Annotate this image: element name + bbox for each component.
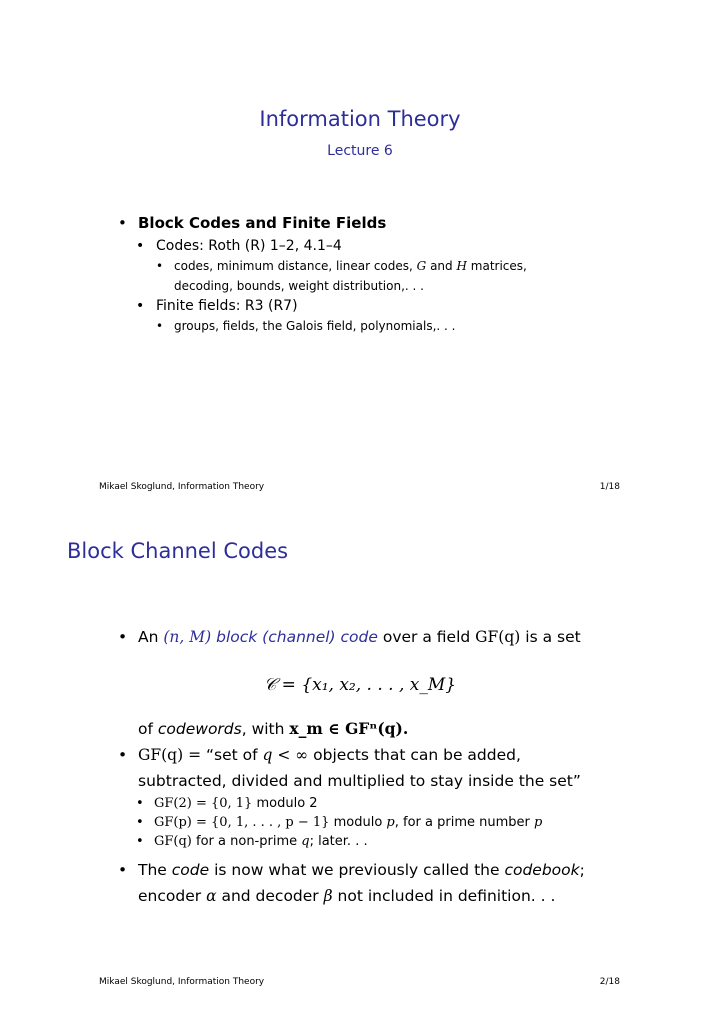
item-text: modulo (333, 815, 383, 830)
item-math: GF(q) = (138, 746, 202, 764)
item-math: (n, M) (163, 628, 212, 646)
footer-author: Mikael Skoglund, Information Theory (99, 482, 265, 492)
item-text: and (430, 259, 453, 273)
bullet-icon (136, 296, 144, 316)
bullet-icon (118, 624, 127, 650)
item-text: over a field (382, 628, 471, 646)
defined-term: codebook (504, 861, 580, 879)
item-text: ; later. . . (309, 834, 368, 849)
item-text: decoding, bounds, weight distribution,. . . (174, 279, 424, 293)
bullet-icon (156, 256, 163, 276)
item-text: of (138, 720, 153, 738)
bullet-icon (118, 857, 127, 883)
defined-term: block (channel) code (216, 628, 378, 646)
bullet-icon (156, 316, 163, 336)
bullet-icon (136, 813, 144, 832)
item-math: p (386, 815, 395, 830)
bullet-icon (136, 236, 144, 256)
item-math: GF(q) (475, 628, 521, 646)
item-math: q (301, 834, 310, 849)
item-text: An (138, 628, 159, 646)
item-text: is a set (525, 628, 581, 646)
slide-title: Block Channel Codes (67, 539, 289, 563)
list-item (136, 794, 638, 813)
list-item (156, 256, 614, 296)
bullet-icon (136, 832, 144, 851)
item-text: Codes: Roth (R) 1–2, 4.1–4 (156, 238, 342, 254)
item-text: The (138, 861, 167, 879)
item-math: GF(q) (154, 834, 192, 849)
item-text: groups, fields, the Galois field, polynomials,. . . (174, 319, 456, 333)
item-text: ; (579, 861, 585, 879)
item-text: , with (241, 720, 285, 738)
item-text: codes, minimum distance, linear codes, (174, 259, 413, 273)
continuation-line (118, 716, 638, 742)
item-math: G (416, 259, 427, 273)
item-text: encoder (138, 887, 202, 905)
item-text: subtracted, divided and multiplied to stay inside the set” (138, 772, 581, 790)
codebook-equation (0, 675, 720, 695)
item-text: “set of (206, 746, 258, 764)
defined-term: code (171, 861, 210, 879)
item-math: β (323, 887, 333, 905)
list-item (118, 624, 638, 650)
bullet-icon (118, 212, 127, 234)
slide-subtitle: Lecture 6 (327, 143, 393, 159)
list-item (136, 832, 638, 851)
item-math: GF(p) = {0, 1, . . . , p − 1} (154, 815, 330, 830)
equation-text: 𝒞 = {x₁, x₂, . . . , x_M} (263, 675, 457, 695)
slide-1 (0, 0, 720, 509)
item-math: x_m ∈ GFⁿ(q). (289, 719, 409, 738)
item-math: α (206, 887, 217, 905)
item-math: q < ∞ (262, 746, 309, 764)
footer-author: Mikael Skoglund, Information Theory (99, 977, 265, 987)
page-number: 1/18 (599, 482, 620, 492)
bullet-block-1 (118, 624, 638, 650)
slide-title: Information Theory (259, 107, 461, 131)
item-text: for a non-prime (196, 834, 298, 849)
item-math: GF(2) = {0, 1} (154, 796, 253, 811)
page-number: 2/18 (599, 977, 620, 987)
list-item (136, 813, 638, 832)
slide-2 (0, 509, 720, 1018)
item-text: objects that can be added, (313, 746, 521, 764)
item-text: Finite fields: R3 (R7) (156, 298, 298, 314)
list-item (156, 316, 614, 336)
bullet-icon (136, 794, 144, 813)
list-item (136, 296, 614, 316)
bullet-block-2 (118, 716, 638, 909)
list-item (118, 212, 614, 234)
list-item (118, 742, 638, 794)
item-text: and decoder (221, 887, 319, 905)
bullet-icon (118, 742, 127, 768)
item-math: H (456, 259, 467, 273)
item-text: Block Codes and Finite Fields (138, 214, 387, 232)
list-item (118, 857, 638, 909)
item-text: matrices, (470, 259, 527, 273)
item-text: not included in definition. . . (337, 887, 556, 905)
list-item (136, 236, 614, 256)
item-text: is now what we previously called the (214, 861, 500, 879)
topic-list (118, 212, 614, 336)
item-text: modulo 2 (256, 796, 318, 811)
defined-term: codewords (157, 720, 242, 738)
item-text: , for a prime number (394, 815, 530, 830)
item-math: p (534, 815, 543, 830)
